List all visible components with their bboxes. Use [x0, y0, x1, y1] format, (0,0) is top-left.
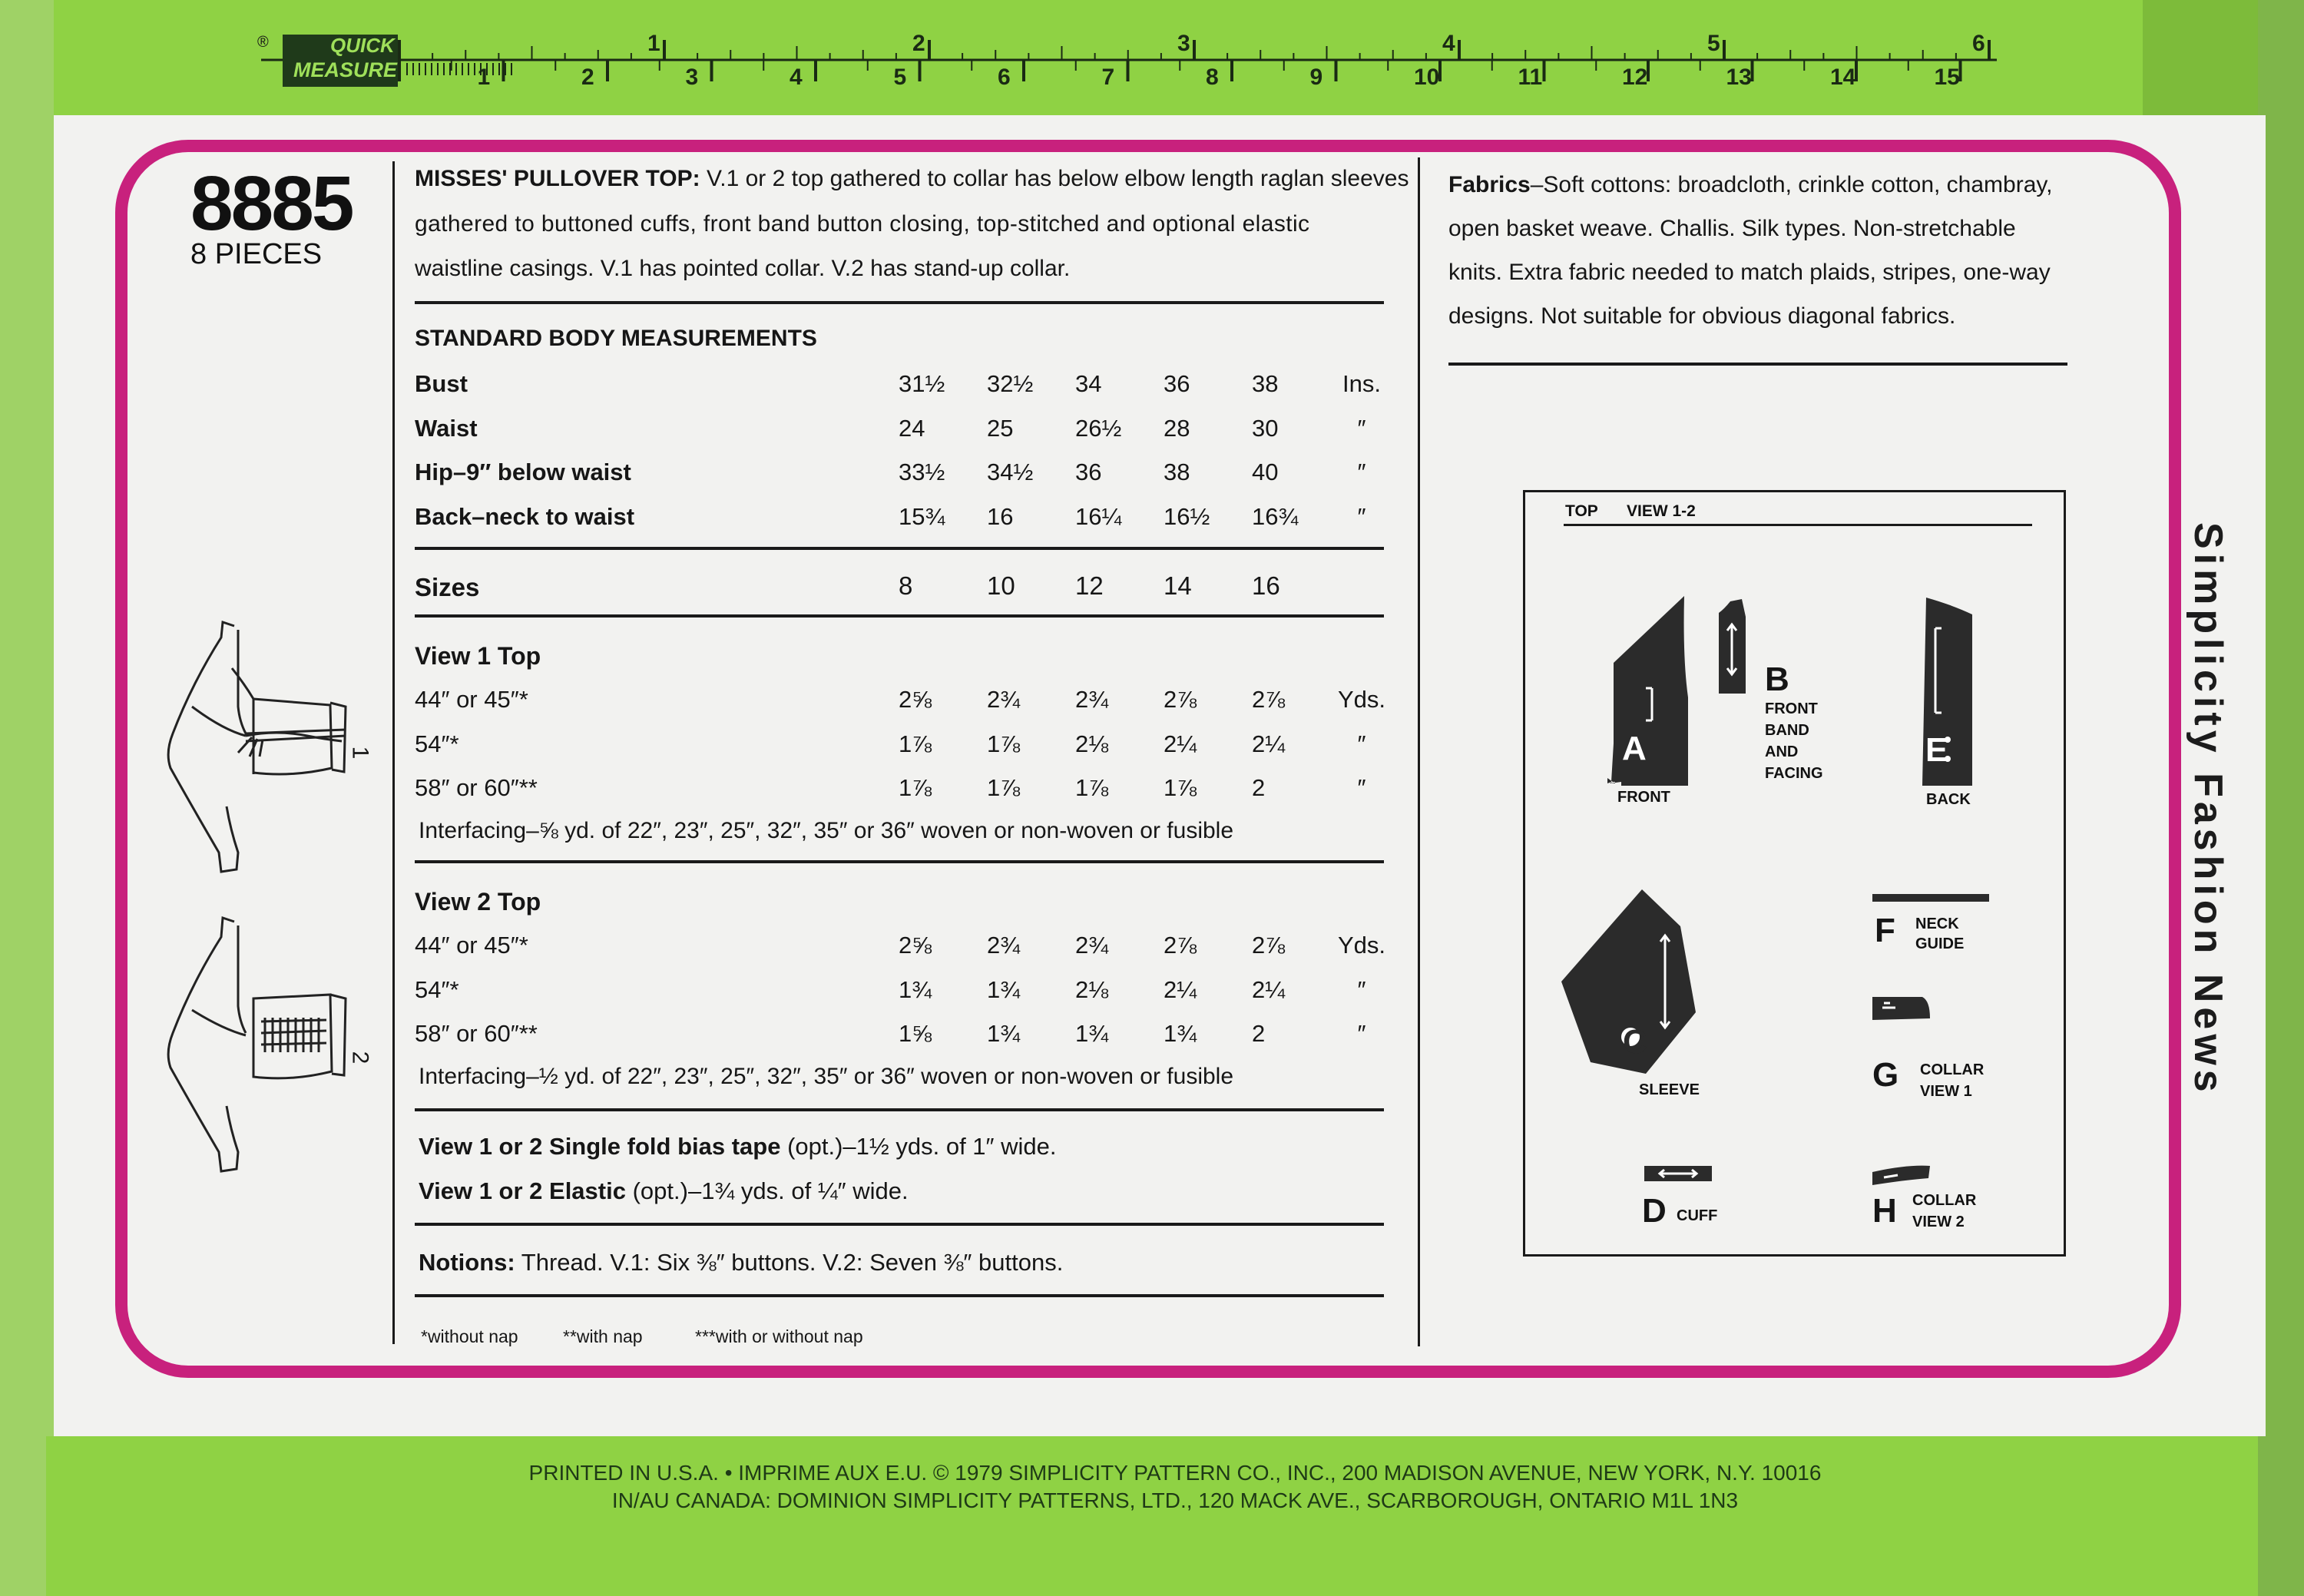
quick-measure-line2: MEASURE: [293, 58, 398, 81]
piece-g-label1: COLLAR: [1920, 1061, 1985, 1078]
measurement-row-value: 25: [987, 414, 1014, 442]
measurement-row-unit: ″: [1357, 414, 1366, 442]
footnote-without-nap: *without nap: [421, 1326, 518, 1346]
view2-yardage-row-label: 44″ or 45″*: [415, 932, 528, 959]
measurement-row-value: 31½: [899, 370, 945, 397]
view1-yardage-row-value: 1⅞: [987, 774, 1021, 801]
rule-after-sizes: [415, 614, 1384, 618]
piece-e-letter: E: [1925, 731, 1948, 769]
view2-yardage-row-value: 2¾: [1075, 932, 1109, 959]
piece-h-collar-view2-shape: [1872, 1166, 1930, 1185]
rule-after-notions: [415, 1294, 1384, 1297]
measurement-row-label: Waist: [415, 414, 478, 442]
view2-yardage-row-value: 1⅝: [899, 1020, 932, 1047]
view1-yardage-row-value: 2¼: [1164, 730, 1197, 757]
description-text1: V.1 or 2 top gathered to collar has below elbow length raglan sleeves: [706, 166, 1409, 191]
piece-f-label1: NECK: [1915, 916, 1959, 932]
ruler-cm-label: 2: [581, 65, 594, 90]
view1-yardage-row-value: 1⅞: [987, 730, 1021, 757]
view1-yardage-row-label: 54″*: [415, 730, 459, 757]
elastic-label: View 1 or 2 Elastic: [419, 1177, 626, 1204]
measurement-row-value: 16½: [1164, 502, 1210, 530]
piece-a-front-shape: [1607, 596, 1688, 786]
size-value: 10: [987, 571, 1015, 600]
view2-yardage-row-unit: ″: [1357, 1020, 1366, 1047]
rule-after-measurements: [415, 547, 1384, 550]
fabrics-line2: open basket weave. Challis. Silk types. Non-stretchable: [1448, 216, 2016, 241]
fabrics-lead: Fabrics: [1448, 172, 1531, 197]
ruler-cm-label: 15: [1934, 65, 1960, 90]
measurement-row-value: 16¼: [1075, 502, 1122, 530]
top-flap-shadow: [2143, 0, 2258, 115]
measurement-row-value: 30: [1252, 414, 1279, 442]
view2-yardage-row-value: 1¾: [899, 975, 932, 1003]
ruler-inch-label: 6: [1972, 31, 1985, 56]
view2-yardage-row-label: 54″*: [415, 975, 459, 1003]
bias-tape-line: [419, 1133, 1057, 1161]
fabrics-text1: –Soft cottons: broadcloth, crinkle cotton, chambray,: [1530, 172, 2053, 197]
piece-g-letter: G: [1872, 1056, 1899, 1094]
view2-yardage-row-unit: ″: [1357, 975, 1366, 1003]
bias-tape-amount: (opt.)–1½ yds. of 1″ wide.: [787, 1133, 1057, 1160]
ruler-cm-label: 1: [477, 65, 491, 90]
view1-yardage-row-value: 1⅞: [899, 774, 932, 801]
view1-yardage-row-value: 2¼: [1252, 730, 1286, 757]
pieces-heading-view: VIEW 1-2: [1627, 502, 1696, 520]
pattern-pieces-drawing: [1523, 490, 2066, 1257]
view2-yardage-row-value: 2⅞: [1252, 932, 1286, 959]
piece-b-label2: BAND: [1765, 722, 1809, 739]
ruler-cm-label: 4: [790, 65, 803, 90]
notions-text: Thread. V.1: Six ⅜″ buttons. V.2: Seven ⅜″ buttons.: [521, 1249, 1064, 1276]
piece-a-label: FRONT: [1617, 789, 1670, 806]
measurement-row-value: 26½: [1075, 414, 1122, 442]
rule-after-extras: [415, 1223, 1384, 1226]
ruler-inch-label: 2: [912, 31, 925, 56]
view2-yardage-row-label: 58″ or 60″**: [415, 1020, 538, 1047]
ruler-cm-label: 7: [1101, 65, 1115, 90]
notions-line: [419, 1249, 1063, 1276]
view1-garment-sketch: [161, 599, 369, 891]
view2-garment-sketch: [161, 906, 369, 1198]
piece-d-label: CUFF: [1677, 1207, 1718, 1224]
measurement-row-value: 16: [987, 502, 1014, 530]
view1-yardage-row-value: 2⅞: [1164, 686, 1197, 713]
left-column-divider: [392, 161, 395, 1344]
ruler-cm-label: 13: [1726, 65, 1752, 90]
ruler-inch-label: 4: [1442, 31, 1455, 56]
ruler-cm-label: 3: [685, 65, 699, 90]
view1-yardage-row-value: 1⅞: [899, 730, 932, 757]
measurement-row-unit: Ins.: [1342, 370, 1381, 397]
measurement-row-value: 32½: [987, 370, 1034, 397]
side-text: Simplicity Fashion News: [2186, 522, 2230, 1097]
footer-line1: PRINTED IN U.S.A. • IMPRIME AUX E.U. © 1979 SIMPLICITY PATTERN CO., INC., 200 MADISON AVENUE, NEW YORK, N.Y. 10016: [528, 1461, 1822, 1485]
piece-b-label4: FACING: [1765, 765, 1823, 782]
piece-f-neck-guide-shape: [1872, 894, 1989, 902]
ruler-cm-label: 11: [1518, 65, 1543, 90]
description-line3: waistline casings. V.1 has pointed collar. V.2 has stand-up collar.: [415, 256, 1071, 281]
view1-yardage-row-label: 44″ or 45″*: [415, 686, 528, 713]
ruler-inch-label: 1: [647, 31, 660, 56]
piece-h-letter: H: [1872, 1192, 1897, 1230]
view2-yardage-row-unit: Yds.: [1337, 932, 1386, 959]
view2-yardage-row-value: 1¾: [987, 1020, 1021, 1047]
ruler-cm-label: 10: [1414, 65, 1440, 90]
description-line1: [415, 166, 1409, 192]
piece-c-label: SLEEVE: [1639, 1081, 1700, 1098]
view1-yardage-row-unit: ″: [1357, 730, 1366, 757]
view1-yardage-row-value: 2¾: [987, 686, 1021, 713]
ruler-inch-label: 3: [1177, 31, 1190, 56]
view2-yardage-row-value: 2⅞: [1164, 932, 1197, 959]
fabrics-line1: [1448, 172, 2053, 198]
quick-measure-line1: QUICK: [330, 34, 395, 57]
measurement-row-unit: ″: [1357, 502, 1366, 530]
view2-interfacing: Interfacing–½ yd. of 22″, 23″, 25″, 32″, 35″ or 36″ woven or non-woven or fusible: [419, 1064, 1234, 1089]
view2-yardage-row-value: 2⅛: [1075, 975, 1109, 1003]
size-value: 12: [1075, 571, 1104, 600]
measurement-row-value: 38: [1164, 459, 1190, 485]
notions-label: Notions:: [419, 1249, 515, 1276]
elastic-amount: (opt.)–1¾ yds. of ¼″ wide.: [632, 1177, 909, 1204]
measurement-row-value: 16¾: [1252, 502, 1299, 530]
sizes-label: Sizes: [415, 573, 480, 601]
description-lead: MISSES' PULLOVER TOP:: [415, 166, 700, 191]
ruler-ticks: [261, 29, 2004, 91]
view1-yardage-row-value: 1⅞: [1075, 774, 1109, 801]
view1-yardage-row-value: 2⅞: [1252, 686, 1286, 713]
piece-b-label3: AND: [1765, 743, 1799, 760]
view2-number: 2: [347, 1051, 373, 1065]
view2-yardage-row-value: 2¼: [1252, 975, 1286, 1003]
elastic-line: [419, 1177, 909, 1205]
view2-yardage-row-value: 2: [1252, 1020, 1266, 1047]
view2-yardage-row-value: 1¾: [1075, 1020, 1109, 1047]
view1-yardage-row-unit: ″: [1357, 774, 1366, 801]
piece-h-label1: COLLAR: [1912, 1192, 1977, 1209]
piece-f-letter: F: [1875, 912, 1895, 949]
view1-yardage-row-value: 2: [1252, 774, 1266, 801]
measurement-row-value: 34½: [987, 459, 1034, 485]
measurement-row-value: 36: [1164, 370, 1190, 397]
piece-a-letter: A: [1622, 730, 1647, 767]
piece-g-collar-view1-shape: [1872, 997, 1930, 1020]
ruler-cm-label: 6: [998, 65, 1011, 90]
measurement-row-label: Bust: [415, 370, 468, 397]
measurement-row-value: 34: [1075, 370, 1102, 397]
view1-yardage-row-value: 1⅞: [1164, 774, 1197, 801]
view2-yardage-row-value: 1¾: [1164, 1020, 1197, 1047]
measurement-row-value: 40: [1252, 459, 1279, 485]
view2-yardage-row-value: 1¾: [987, 975, 1021, 1003]
view1-interfacing: Interfacing–⅝ yd. of 22″, 23″, 25″, 32″, 35″ or 36″ woven or non-woven or fusible: [419, 818, 1234, 843]
pieces-heading-top: TOP: [1565, 502, 1598, 520]
view1-yardage-row-value: 2⅝: [899, 686, 932, 713]
rule-after-description: [415, 301, 1384, 304]
ruler-cm-label: 14: [1830, 65, 1856, 90]
rule-after-view2: [415, 1108, 1384, 1111]
right-column-divider: [1418, 157, 1420, 1346]
size-value: 8: [899, 571, 913, 600]
footnote-with-nap: **with nap: [563, 1326, 643, 1346]
size-value: 14: [1164, 571, 1192, 600]
measurement-row-value: 33½: [899, 459, 945, 485]
rule-after-fabrics: [1448, 363, 2067, 366]
footnote-with-or-without-nap: ***with or without nap: [695, 1326, 863, 1346]
ruler-cm-label: 12: [1622, 65, 1648, 90]
ruler-cm-label: 5: [893, 65, 907, 90]
ruler-inch-label: 5: [1707, 31, 1720, 56]
bias-tape-label: View 1 or 2 Single fold bias tape: [419, 1133, 781, 1160]
piece-f-label2: GUIDE: [1915, 935, 1965, 952]
fabrics-line4: designs. Not suitable for obvious diagonal fabrics.: [1448, 303, 1956, 329]
measurement-row-value: 36: [1075, 459, 1102, 485]
piece-d-letter: D: [1642, 1192, 1667, 1230]
measurement-row-value: 28: [1164, 414, 1190, 442]
measurement-row-value: 38: [1252, 370, 1279, 397]
measurement-row-value: 24: [899, 414, 925, 442]
measurement-row-label: Hip–9″ below waist: [415, 459, 631, 485]
view2-yardage-row-value: 2¾: [987, 932, 1021, 959]
view1-number: 1: [347, 746, 373, 760]
ruler-cm-label: 8: [1206, 65, 1219, 90]
piece-g-label2: VIEW 1: [1920, 1083, 1972, 1100]
view1-yardage-row-unit: Yds.: [1337, 686, 1386, 713]
view1-title: View 1 Top: [415, 642, 541, 670]
view2-yardage-row-value: 2¼: [1164, 975, 1197, 1003]
description-line2: gathered to buttoned cuffs, front band button closing, top-stitched and optional elastic: [415, 211, 1310, 237]
view1-yardage-row-value: 2¾: [1075, 686, 1109, 713]
ruler-cm-label: 9: [1309, 65, 1323, 90]
pieces-count: 8 PIECES: [190, 238, 323, 270]
view1-yardage-row-label: 58″ or 60″**: [415, 774, 538, 801]
pattern-number: 8885: [190, 161, 353, 247]
view2-yardage-row-value: 2⅝: [899, 932, 932, 959]
piece-h-label2: VIEW 2: [1912, 1214, 1965, 1230]
size-value: 16: [1252, 571, 1280, 600]
trademark-symbol: ®: [257, 34, 269, 51]
quick-measure-ruler: [261, 29, 2004, 91]
piece-b-letter: B: [1765, 661, 1789, 698]
measurement-row-label: Back–neck to waist: [415, 502, 635, 530]
piece-e-label: BACK: [1926, 791, 1971, 808]
fabrics-line3: knits. Extra fabric needed to match plaids, stripes, one-way: [1448, 260, 2051, 285]
measurements-title: STANDARD BODY MEASUREMENTS: [415, 326, 817, 351]
left-green-flap: [0, 0, 54, 1596]
rule-after-view1: [415, 860, 1384, 863]
piece-b-label1: FRONT: [1765, 700, 1818, 717]
view1-yardage-row-value: 2⅛: [1075, 730, 1109, 757]
measurement-row-value: 15¾: [899, 502, 945, 530]
piece-c-letter: C: [1623, 1023, 1647, 1061]
measurement-row-unit: ″: [1357, 459, 1366, 485]
footer-line2: IN/AU CANADA: DOMINION SIMPLICITY PATTERNS, LTD., 120 MACK AVE., SCARBOROUGH, ONTARIO M1L 1N3: [611, 1488, 1739, 1512]
view2-title: View 2 Top: [415, 888, 541, 916]
